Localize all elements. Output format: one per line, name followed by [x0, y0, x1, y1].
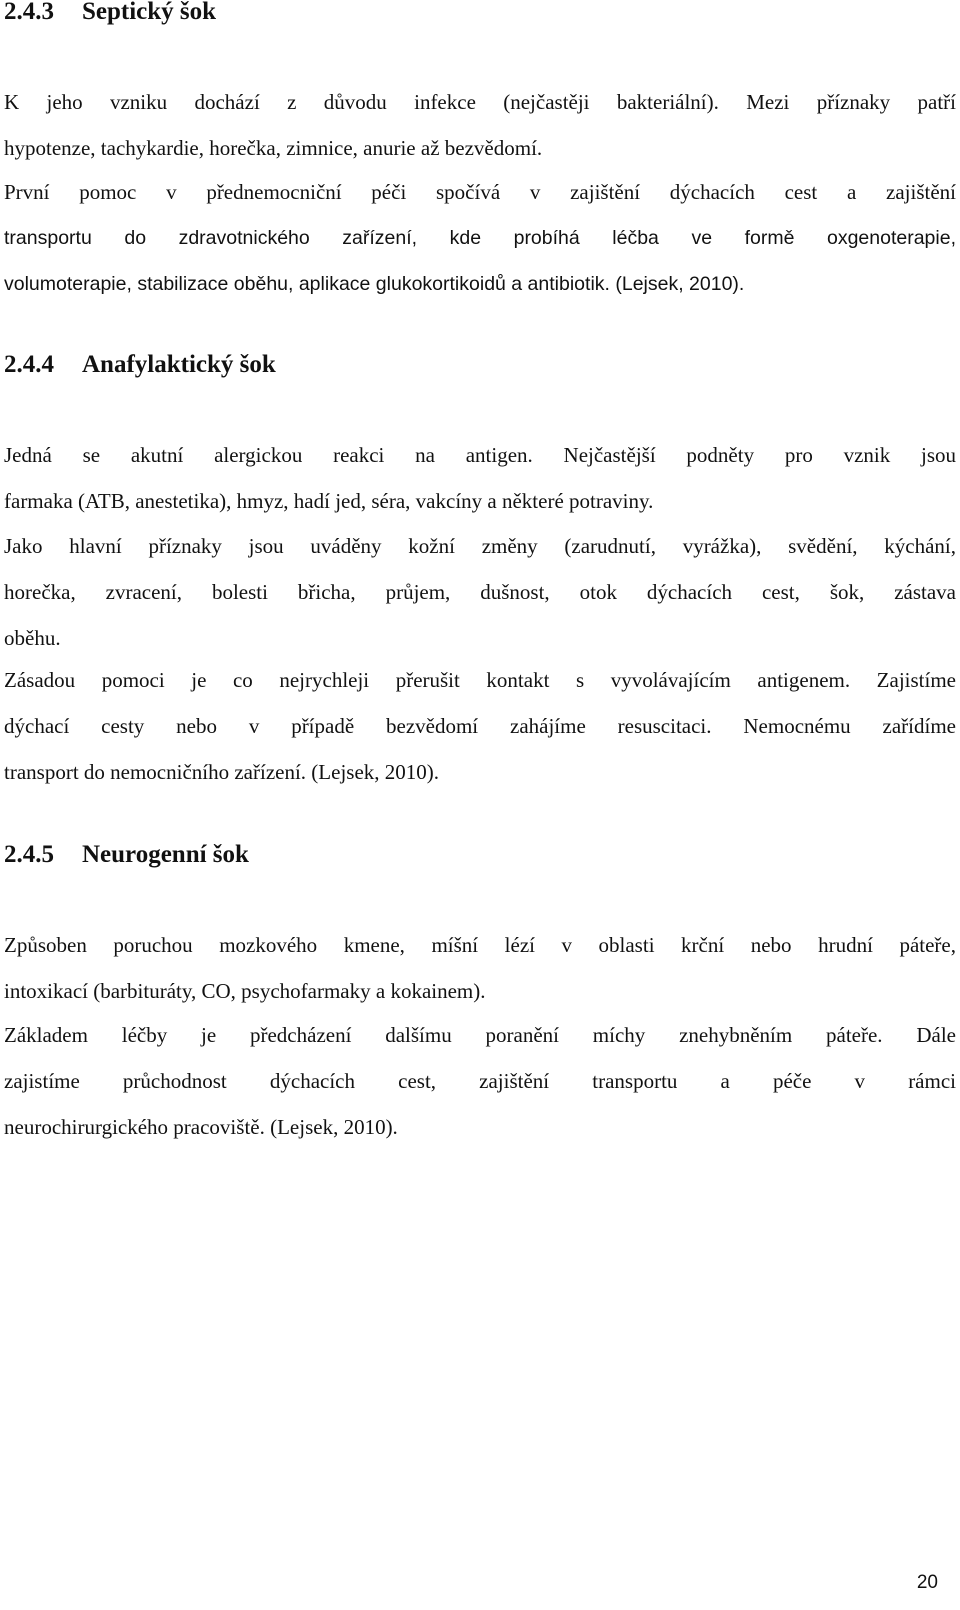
text-line: Jedná se akutní alergickou reakci na antigen. Nejčastější podněty pro vznik jsou [4, 443, 956, 467]
section-heading-neurogenic-shock [4, 841, 249, 869]
anaphylactic-shock-paragraph-2 [4, 523, 956, 661]
septic-shock-paragraph-1 [4, 79, 956, 171]
neurogenic-shock-paragraph-2 [4, 1012, 956, 1150]
section-heading-anaphylactic-shock [4, 351, 276, 379]
text-line: K jeho vzniku dochází z důvodu infekce (nejčastěji bakteriální). Mezi příznaky patří [4, 90, 956, 114]
text-line: farmaka (ATB, anestetika), hmyz, hadí jed, séra, vakcíny a některé potraviny. [4, 489, 654, 513]
text-line: dýchací cesty nebo v případě bezvědomí zahájíme resuscitaci. Nemocnému zařídíme [4, 714, 956, 738]
text-line: zajistíme průchodnost dýchacích cest, zajištění transportu a péče v rámci [4, 1069, 956, 1093]
text-line: neurochirurgického pracoviště. (Lejsek, 2010). [4, 1115, 398, 1139]
text-line: intoxikací (barbituráty, CO, psychofarmaky a kokainem). [4, 979, 486, 1003]
text-line: Zásadou pomoci je co nejrychleji přerušit kontakt s vyvolávajícím antigenem. Zajistíme [4, 668, 956, 692]
section-title: Septický šok [82, 0, 217, 25]
text-line: Jako hlavní příznaky jsou uváděny kožní změny (zarudnutí, vyrážka), svědění, kýchání, [4, 534, 956, 558]
neurogenic-shock-paragraph-1 [4, 922, 956, 1014]
text-line: transportu do zdravotnického zařízení, kde probíhá léčba ve formě oxgenoterapie, [4, 227, 956, 249]
section-heading-septic-shock [4, 0, 216, 26]
text-line: První pomoc v přednemocniční péči spočívá v zajištění dýchacích cest a zajištění [4, 180, 956, 204]
section-number: 2.4.3 [4, 0, 54, 25]
section-title: Neurogenní šok [82, 841, 249, 868]
text-line: oběhu. [4, 626, 61, 650]
section-number: 2.4.4 [4, 351, 54, 378]
anaphylactic-shock-paragraph-1 [4, 432, 956, 524]
septic-shock-paragraph-2 [4, 169, 956, 307]
text-line: horečka, zvracení, bolesti břicha, průjem, dušnost, otok dýchacích cest, šok, zástava [4, 580, 956, 604]
text-line: hypotenze, tachykardie, horečka, zimnice, anurie až bezvědomí. [4, 136, 543, 160]
text-line: Základem léčby je předcházení dalšímu poranění míchy znehybněním páteře. Dále [4, 1023, 956, 1047]
anaphylactic-shock-paragraph-3 [4, 657, 956, 795]
text-line: transport do nemocničního zařízení. (Lejsek, 2010). [4, 760, 440, 784]
section-number: 2.4.5 [4, 841, 54, 868]
page-number: 20 [916, 1572, 938, 1593]
text-line: volumoterapie, stabilizace oběhu, aplikace glukokortikoidů a antibiotik. (Lejsek, 2010). [4, 273, 745, 295]
section-title: Anafylaktický šok [82, 351, 276, 378]
text-line: Způsoben poruchou mozkového kmene, míšní lézí v oblasti krční nebo hrudní páteře, [4, 933, 956, 957]
